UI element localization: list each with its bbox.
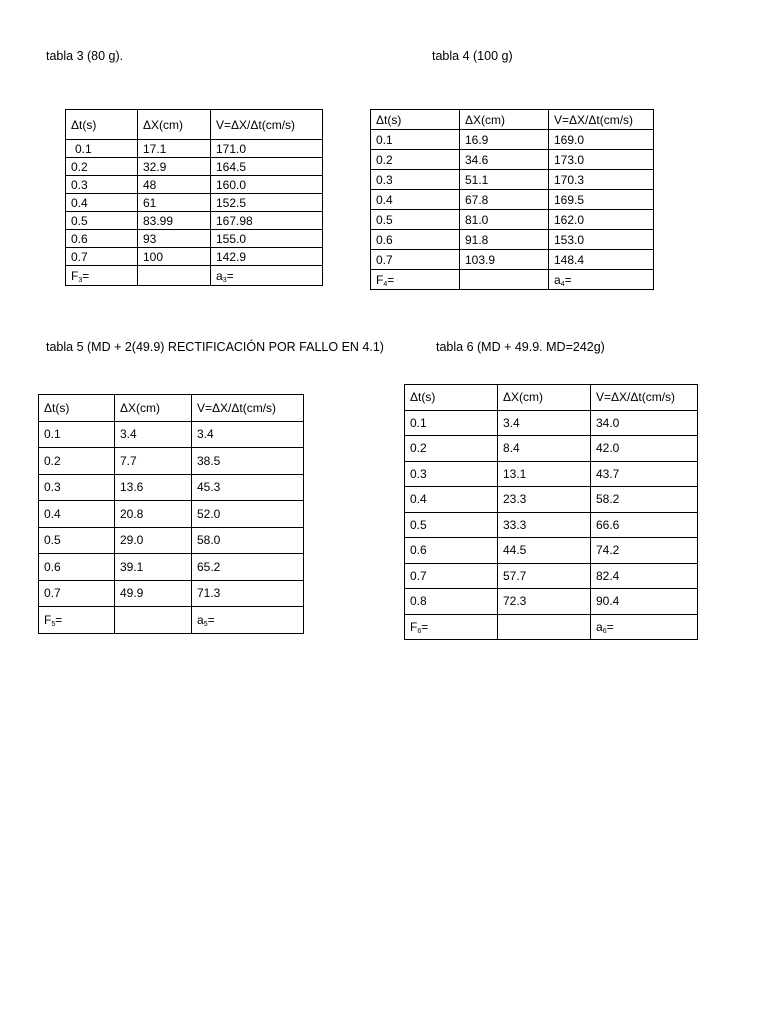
table-cell: 0.8 xyxy=(405,589,498,615)
table-cell: 51.1 xyxy=(460,170,549,190)
header-cell: ΔX(cm) xyxy=(460,110,549,130)
table-cell: 100 xyxy=(138,248,211,266)
table-6-title: tabla 6 (MD + 49.9. MD=242g) xyxy=(436,340,605,354)
table-cell: 13.1 xyxy=(498,461,591,487)
table-cell: 0.7 xyxy=(66,248,138,266)
empty-cell xyxy=(498,614,591,640)
table-cell: 33.3 xyxy=(498,512,591,538)
table-5 xyxy=(38,394,304,634)
table-4-title: tabla 4 (100 g) xyxy=(432,49,513,63)
table-3-title: tabla 3 (80 g). xyxy=(46,49,124,63)
table-cell: 20.8 xyxy=(115,501,192,528)
table-cell: 81.0 xyxy=(460,210,549,230)
table-row xyxy=(39,554,304,581)
table-cell: 167.98 xyxy=(211,212,323,230)
table-6 xyxy=(404,384,698,640)
table-cell: 42.0 xyxy=(591,436,698,462)
table-cell: 74.2 xyxy=(591,538,698,564)
table-header-row xyxy=(371,110,654,130)
header-cell: ΔX(cm) xyxy=(138,110,211,140)
empty-cell xyxy=(115,607,192,634)
table-row xyxy=(405,487,698,513)
table-cell: 91.8 xyxy=(460,230,549,250)
table-row xyxy=(66,194,323,212)
force-cell: $F_3=$ xyxy=(66,266,138,286)
table-cell: 82.4 xyxy=(591,563,698,589)
table-cell: 170.3 xyxy=(549,170,654,190)
table-footer-row xyxy=(66,266,323,286)
table-5-title: tabla 5 (MD + 2(49.9) RECTIFICACIÓN POR FALLO EN 4.1) xyxy=(46,340,384,354)
header-cell: Δt(s) xyxy=(371,110,460,130)
table-header-row xyxy=(39,395,304,422)
table-cell: 169.0 xyxy=(549,130,654,150)
table-cell: 0.3 xyxy=(405,461,498,487)
table-row xyxy=(66,140,323,158)
table-cell: 93 xyxy=(138,230,211,248)
table-cell: 164.5 xyxy=(211,158,323,176)
table-cell: 155.0 xyxy=(211,230,323,248)
table-cell: 7.7 xyxy=(115,448,192,475)
table-cell: 0.1 xyxy=(39,421,115,448)
table-row xyxy=(39,448,304,475)
table-4 xyxy=(370,109,654,290)
header-cell: V=ΔX/Δt(cm/s) xyxy=(192,395,304,422)
table-row xyxy=(405,512,698,538)
table-cell: 83.99 xyxy=(138,212,211,230)
table-cell: 66.6 xyxy=(591,512,698,538)
table-cell: 0.2 xyxy=(371,150,460,170)
table-row xyxy=(405,563,698,589)
table-row xyxy=(66,158,323,176)
table-cell: 103.9 xyxy=(460,250,549,270)
force-cell: $F_4=$ xyxy=(371,270,460,290)
empty-cell xyxy=(138,266,211,286)
table-row xyxy=(371,210,654,230)
table-cell: 0.1 xyxy=(371,130,460,150)
table-cell: 58.0 xyxy=(192,527,304,554)
table-cell: 162.0 xyxy=(549,210,654,230)
table-cell: 153.0 xyxy=(549,230,654,250)
table-row xyxy=(39,421,304,448)
table-cell: 0.6 xyxy=(66,230,138,248)
acceleration-cell: $a_5=$ xyxy=(192,607,304,634)
table-cell: 0.3 xyxy=(371,170,460,190)
table-cell: 0.7 xyxy=(371,250,460,270)
table-row xyxy=(371,150,654,170)
table-cell: 0.2 xyxy=(66,158,138,176)
table-cell: 0.5 xyxy=(371,210,460,230)
table-3 xyxy=(65,109,323,286)
table-cell: 61 xyxy=(138,194,211,212)
table-row xyxy=(39,501,304,528)
table-cell: 71.3 xyxy=(192,580,304,607)
table-cell: 45.3 xyxy=(192,474,304,501)
table-cell: 90.4 xyxy=(591,589,698,615)
table-row xyxy=(66,176,323,194)
table-cell: 52.0 xyxy=(192,501,304,528)
acceleration-cell: $a_3=$ xyxy=(211,266,323,286)
table-cell: 171.0 xyxy=(211,140,323,158)
table-cell: 38.5 xyxy=(192,448,304,475)
table-cell: 0.4 xyxy=(66,194,138,212)
table-row xyxy=(66,230,323,248)
force-cell: $F_5=$ xyxy=(39,607,115,634)
header-cell: V=ΔX/Δt(cm/s) xyxy=(211,110,323,140)
table-footer-row xyxy=(371,270,654,290)
table-cell: 17.1 xyxy=(138,140,211,158)
table-row xyxy=(405,410,698,436)
table-cell: 34.6 xyxy=(460,150,549,170)
table-cell: 0.1 xyxy=(66,140,138,158)
empty-cell xyxy=(460,270,549,290)
table-cell: 148.4 xyxy=(549,250,654,270)
table-cell: 23.3 xyxy=(498,487,591,513)
table-cell: 0.4 xyxy=(405,487,498,513)
table-cell: 152.5 xyxy=(211,194,323,212)
table-row xyxy=(405,436,698,462)
table-cell: 48 xyxy=(138,176,211,194)
table-cell: 0.5 xyxy=(405,512,498,538)
table-row xyxy=(405,461,698,487)
table-cell: 0.5 xyxy=(66,212,138,230)
table-cell: 0.6 xyxy=(405,538,498,564)
table-cell: 3.4 xyxy=(115,421,192,448)
header-cell: Δt(s) xyxy=(39,395,115,422)
table-cell: 0.6 xyxy=(39,554,115,581)
table-row xyxy=(39,527,304,554)
table-row xyxy=(66,212,323,230)
table-row xyxy=(66,248,323,266)
table-cell: 0.4 xyxy=(371,190,460,210)
header-cell: V=ΔX/Δt(cm/s) xyxy=(591,385,698,411)
table-cell: 0.2 xyxy=(405,436,498,462)
table-cell: 65.2 xyxy=(192,554,304,581)
table-cell: 43.7 xyxy=(591,461,698,487)
table-cell: 0.7 xyxy=(405,563,498,589)
table-row xyxy=(371,250,654,270)
table-cell: 72.3 xyxy=(498,589,591,615)
table-row xyxy=(371,230,654,250)
header-cell: Δt(s) xyxy=(405,385,498,411)
table-row xyxy=(371,130,654,150)
table-cell: 173.0 xyxy=(549,150,654,170)
table-cell: 142.9 xyxy=(211,248,323,266)
table-row xyxy=(371,170,654,190)
force-cell: $F_6=$ xyxy=(405,614,498,640)
table-cell: 32.9 xyxy=(138,158,211,176)
table-cell: 0.7 xyxy=(39,580,115,607)
table-cell: 0.2 xyxy=(39,448,115,475)
table-cell: 169.5 xyxy=(549,190,654,210)
table-cell: 58.2 xyxy=(591,487,698,513)
table-row xyxy=(405,538,698,564)
table-cell: 0.4 xyxy=(39,501,115,528)
acceleration-cell: $a_6=$ xyxy=(591,614,698,640)
header-cell: V=ΔX/Δt(cm/s) xyxy=(549,110,654,130)
header-cell: Δt(s) xyxy=(66,110,138,140)
table-cell: 0.3 xyxy=(39,474,115,501)
header-cell: ΔX(cm) xyxy=(115,395,192,422)
table-cell: 57.7 xyxy=(498,563,591,589)
table-footer-row xyxy=(405,614,698,640)
header-cell: ΔX(cm) xyxy=(498,385,591,411)
table-cell: 0.5 xyxy=(39,527,115,554)
table-cell: 67.8 xyxy=(460,190,549,210)
table-row xyxy=(405,589,698,615)
table-cell: 8.4 xyxy=(498,436,591,462)
table-cell: 13.6 xyxy=(115,474,192,501)
table-cell: 49.9 xyxy=(115,580,192,607)
table-cell: 16.9 xyxy=(460,130,549,150)
table-cell: 0.6 xyxy=(371,230,460,250)
table-row xyxy=(371,190,654,210)
table-cell: 3.4 xyxy=(192,421,304,448)
table-cell: 160.0 xyxy=(211,176,323,194)
acceleration-cell: $a_4=$ xyxy=(549,270,654,290)
table-row xyxy=(39,474,304,501)
table-cell: 0.1 xyxy=(405,410,498,436)
table-footer-row xyxy=(39,607,304,634)
table-header-row xyxy=(66,110,323,140)
table-cell: 29.0 xyxy=(115,527,192,554)
table-row xyxy=(39,580,304,607)
table-cell: 0.3 xyxy=(66,176,138,194)
table-cell: 34.0 xyxy=(591,410,698,436)
table-cell: 44.5 xyxy=(498,538,591,564)
table-header-row xyxy=(405,385,698,411)
table-cell: 39.1 xyxy=(115,554,192,581)
table-cell: 3.4 xyxy=(498,410,591,436)
